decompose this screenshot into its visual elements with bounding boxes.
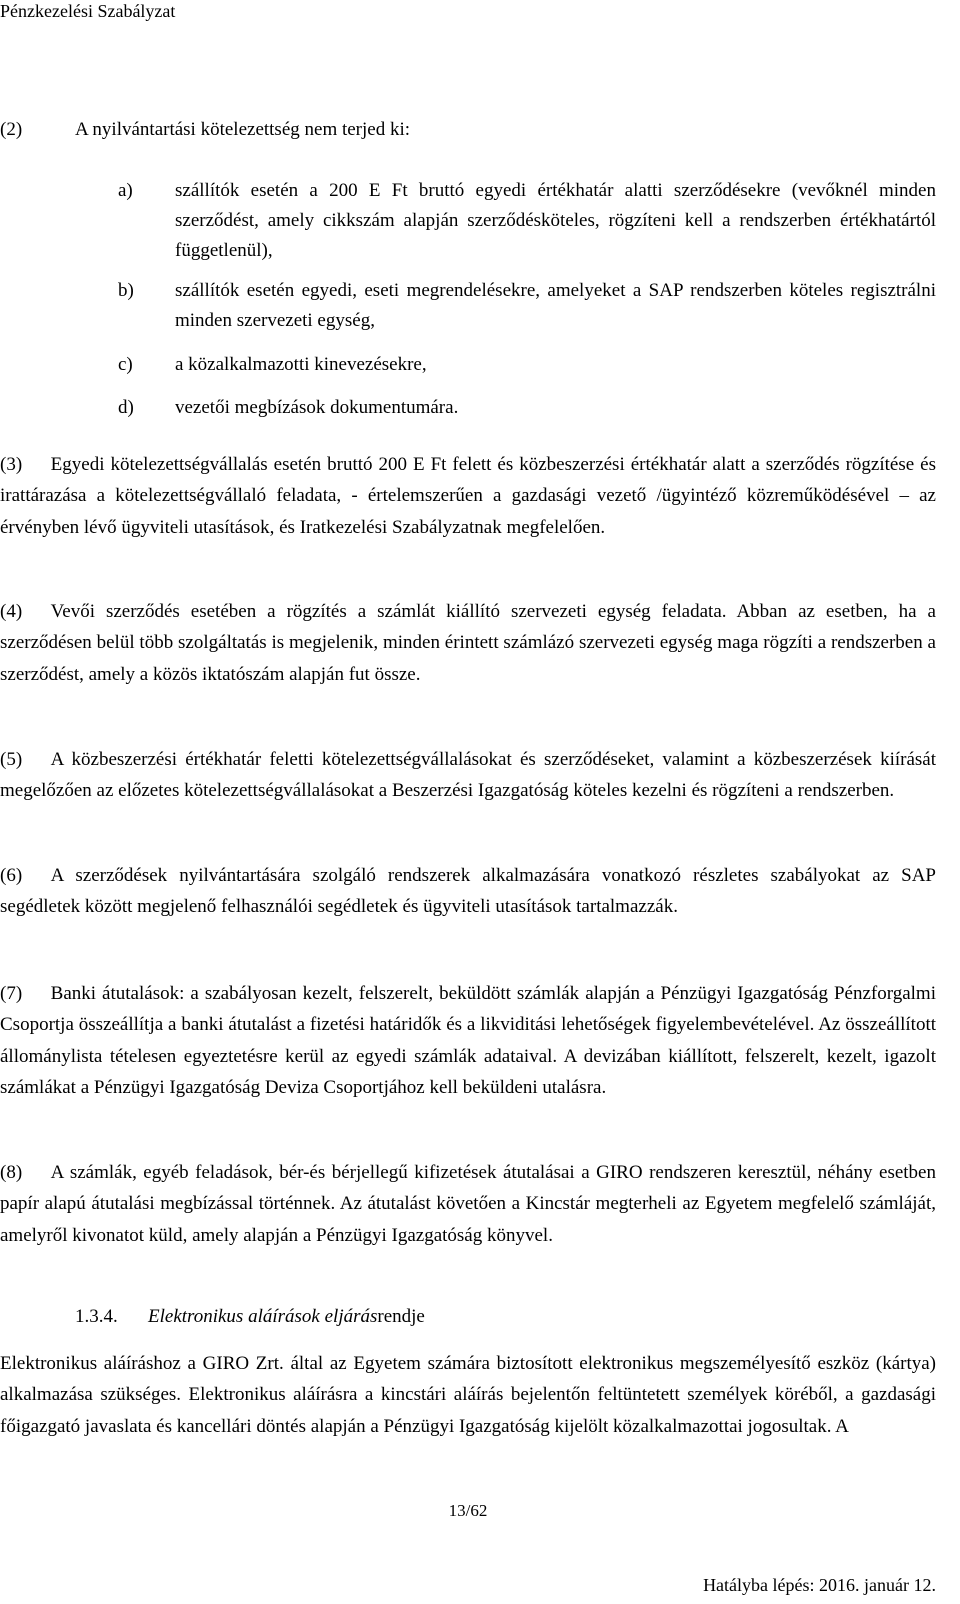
document-header-title: Pénzkezelési Szabályzat [0, 1, 176, 21]
subsection-title [148, 1302, 425, 1332]
list-item-c-text: a közalkalmazotti kinevezésekre, [175, 354, 427, 375]
subsection-paragraph: Elektronikus aláíráshoz a GIRO Zrt. által az Egyetem számára biztosított elektronikus megszemélyesítő eszköz (kártya) alkalmazása szükséges. Elektronikus aláírásra a kincstári aláírás bejelentőn feltüntetett személyek köréből, a gazdasági főigazgató javaslata és kancellári döntés alapján a Pénzügyi Igazgatóság kijelölt közalkalmazottai jogosultak. A [0, 1353, 936, 1437]
effective-date-footer: Hatályba lépés: 2016. január 12. [703, 1575, 936, 1595]
list-item-b-text: szállítók esetén egyedi, eseti megrendelésekre, amelyeket a SAP rendszerben köteles regisztrálni minden szervezeti egység, [175, 280, 936, 331]
paragraph-8: (8) A számlák, egyéb feladások, bér-és bérjellegű kifizetések átutalásai a GIRO rendszeren keresztül, néhány esetben papír alapú átutalási megbízással történnek. Az átutalást követően a Kincstár megterheli az Egyetem megfelelő számláját, amelyről kivonatot küld, amely alapján a Pénzügyi Igazgatóság könyvel. [0, 1162, 936, 1246]
section-2-intro: A nyilvántartási kötelezettség nem terjed ki: [75, 119, 411, 140]
section-2-label: (2) [0, 119, 23, 140]
paragraph-7: (7) Banki átutalások: a szabályosan kezelt, felszerelt, beküldött számlák alapján a Pénzügyi Igazgatóság Pénzforgalmi Csoportja összeállítja a banki átutalást a fizetési határidők és a likviditási lehetőségek figyelembevételével. Az összeállított állománylista tételesen egyeztetésre kerül az egyedi számlák adataival. A devizában kiállított, felszerelt, kezelt, igazolt számlákat a Pénzügyi Igazgatóság Deviza Csoportjához kell beküldeni utalásra. [0, 983, 936, 1098]
subsection-title-italic: Elektronikus aláírások eljárás [148, 1306, 378, 1327]
list-item-a-label: a) [118, 180, 133, 201]
subsection-title-rest: rendje [377, 1306, 425, 1327]
list-item-d-text: vezetői megbízások dokumentumára. [175, 397, 459, 418]
paragraph-4: (4) Vevői szerződés esetében a rögzítés a számlát kiállító szervezeti egység feladata. Abban az esetben, ha a szerződésen belül több szolgáltatás is megjelenik, minden érintett számlázó szervezeti egység maga rögzíti a rendszerben a szerződést, amely a közös iktatószám alapján fut össze. [0, 601, 936, 685]
page-number: 13/62 [448, 1501, 488, 1520]
paragraph-5: (5) A közbeszerzési értékhatár feletti kötelezettségvállalásokat és szerződéseket, valamint a közbeszerzések kiírását megelőzően az előzetes kötelezettségvállalásokat a Beszerzési Igazgatóság köteles kezelni és rögzíteni a rendszerben. [0, 749, 936, 802]
paragraph-3: (3) Egyedi kötelezettségvállalás esetén bruttó 200 E Ft felett és közbeszerzési értékhatár alatt a szerződés rögzítése és irattárazása a kötelezettségvállaló feladata, - értelemszerűen a gazdasági vezető /ügyintéző közreműködésével – az érvényben lévő ügyviteli utasítások, és Iratkezelési Szabályzatnak megfelelően. [0, 454, 936, 538]
list-item-c-label: c) [118, 354, 133, 375]
list-item-d-label: d) [118, 397, 134, 418]
list-item-b-label: b) [118, 280, 134, 301]
list-item-a-text: szállítók esetén a 200 E Ft bruttó egyedi értékhatár alatti szerződésekre (vevőknél minden szerződést, amely cikkszám alapján szerződésköteles, rögzíteni kell a rendszerben értékhatártól függetlenül), [175, 180, 936, 261]
subsection-number: 1.3.4. [75, 1306, 118, 1327]
paragraph-6: (6) A szerződések nyilvántartására szolgáló rendszerek alkalmazására vonatkozó részletes szabályokat az SAP segédletek között megjelenő felhasználói segédletek és ügyviteli utasítások tartalmazzák. [0, 865, 936, 918]
